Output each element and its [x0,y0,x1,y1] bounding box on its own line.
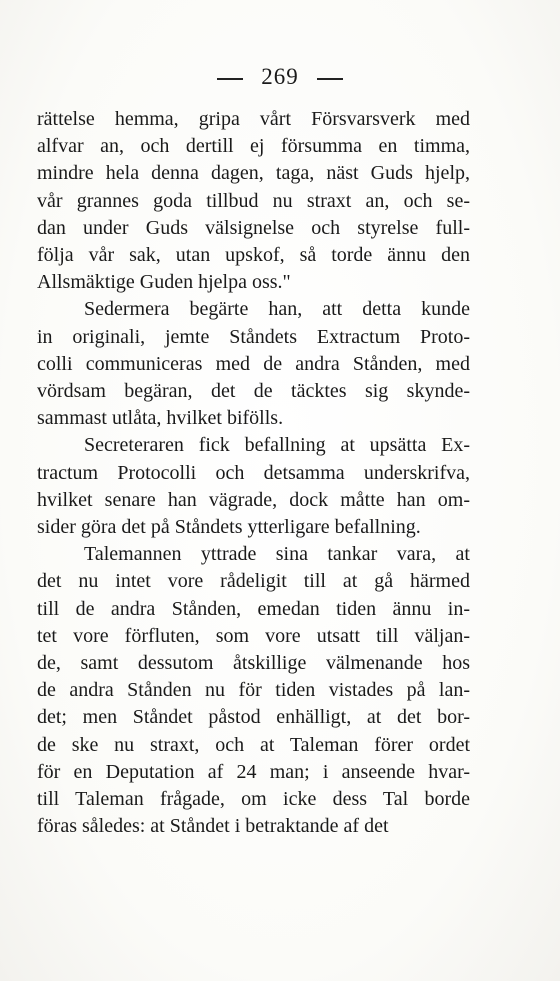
text-line: föras således: at Ståndet i betraktande af det [37,815,389,838]
text-line: in originali, jemte Ståndets Extractum Proto- [37,325,470,348]
page-number: 269 [261,64,299,89]
text-line: det nu intet vore rådeligit till at gå härmed [37,570,470,593]
text-line: alfvar an, och dertill ej försumma en timma, [37,135,470,158]
text-line: de, samt dessutom åtskillige välmenande hos [37,652,470,675]
text-line: Secreteraren fick befallning at upsätta Ex- [84,434,470,457]
text-line: vår grannes goda tillbud nu straxt an, och se- [37,189,470,212]
header-dash-left [217,78,243,80]
text-line: tractum Protocolli och detsamma underskrifva, [37,461,470,484]
text-line: de andra Stånden nu för tiden vistades på lan- [37,679,470,702]
text-line: för en Deputation af 24 man; i anseende hvar- [37,760,470,783]
text-line: tet vore förfluten, som vore utsatt till väljan- [37,624,470,647]
text-line: mindre hela denna dagen, taga, näst Guds hjelp, [37,162,470,185]
header-dash-right [317,78,343,80]
paragraph [37,106,470,296]
text-line: Sedermera begärte han, att detta kunde [84,298,470,321]
text-line: dan under Guds välsignelse och styrelse full- [37,216,470,239]
paragraph [37,432,470,541]
paragraph [37,541,470,840]
text-line: sammast utlåta, hvilket bifölls. [37,407,284,430]
text-line: sider göra det på Ståndets ytterligare befallning. [37,516,421,539]
text-line: följa vår sak, utan upskof, så torde ännu den [37,244,470,267]
page-body [37,106,470,840]
text-line: colli communiceras med de andra Stånden, med [37,352,470,375]
text-line: hvilket senare han vägrade, dock måtte han om- [37,488,470,511]
text-line: vördsam begäran, det de täcktes sig skynde- [37,380,470,403]
text-line: Talemannen yttrade sina tankar vara, at [84,543,470,566]
text-line: till de andra Stånden, emedan tiden ännu in- [37,597,470,620]
text-line: Allsmäktige Guden hjelpa oss." [37,271,291,294]
paragraph [37,296,470,432]
text-line: rättelse hemma, gripa vårt Försvarsverk med [37,108,470,130]
text-line: de ske nu straxt, och at Taleman förer ordet [37,733,470,756]
page-header [0,64,560,90]
text-line: det; men Ståndet påstod enhälligt, at det bor- [37,706,470,729]
text-line: till Taleman frågade, om icke dess Tal borde [37,788,470,811]
